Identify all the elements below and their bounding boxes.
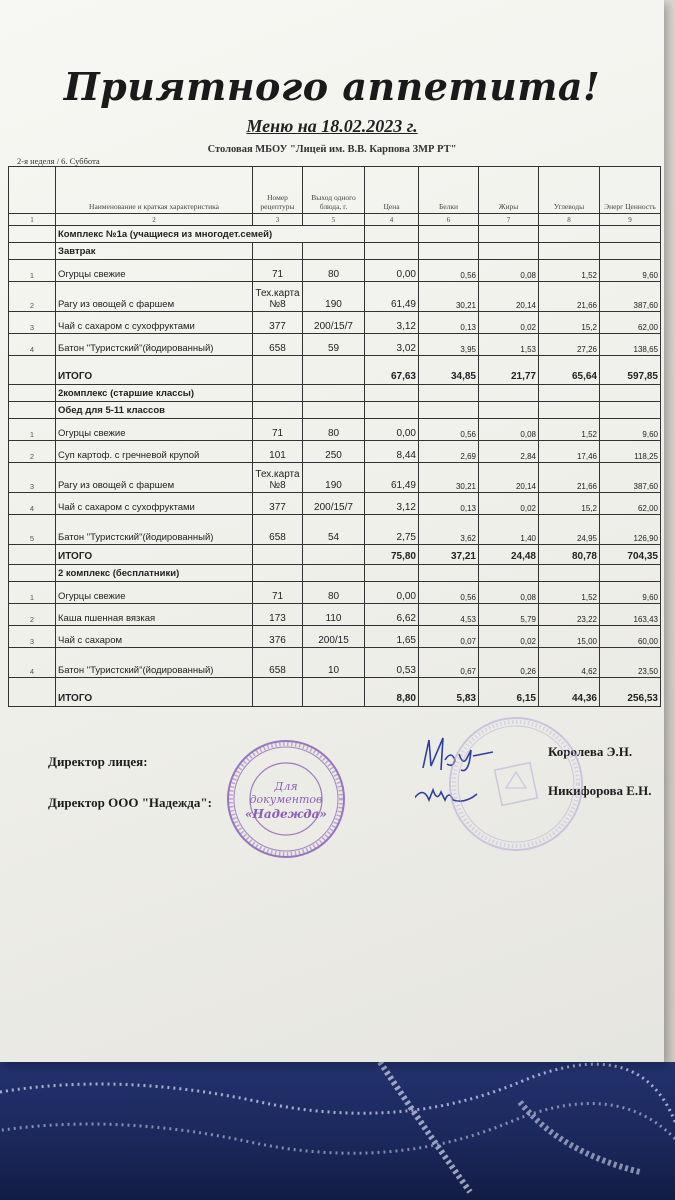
dish-protein: 0,07: [419, 626, 479, 648]
table-row: [9, 260, 661, 282]
section-row: [9, 243, 661, 260]
col-number: 2: [56, 214, 253, 226]
section-row: [9, 402, 661, 419]
dish-energy: 60,00: [600, 626, 661, 648]
dish-protein: 3,62: [419, 515, 479, 545]
dish-output: 54: [303, 515, 365, 545]
dish-carbs: 15,2: [539, 312, 600, 334]
complex-title: Комплекс №1а (учащиеся из многодет.семей): [56, 226, 365, 243]
dish-energy: 138,65: [600, 334, 661, 356]
menu-date: Меню на 18.02.2023 г.: [246, 116, 418, 136]
dish-protein: 30,21: [419, 282, 479, 312]
dish-output: 250: [303, 441, 365, 463]
total-energy: 256,53: [600, 678, 661, 707]
total-protein: 37,21: [419, 545, 479, 565]
meal-title: Обед для 5-11 классов: [56, 402, 253, 419]
table-row: [9, 441, 661, 463]
dish-output: 190: [303, 463, 365, 493]
header-idx: [9, 167, 56, 214]
row-index: 4: [9, 493, 56, 515]
dish-output: 200/15/7: [303, 312, 365, 334]
dish-fat: 0,26: [479, 648, 539, 678]
dish-carbs: 1,52: [539, 419, 600, 441]
dish-energy: 118,25: [600, 441, 661, 463]
header-fat: Жиры: [479, 167, 539, 214]
col-number: 5: [303, 214, 365, 226]
total-label: ИТОГО: [56, 545, 253, 565]
dish-carbs: 4,62: [539, 648, 600, 678]
dish-energy: 9,60: [600, 260, 661, 282]
dish-protein: 3,95: [419, 334, 479, 356]
row-index: 4: [9, 334, 56, 356]
dish-output: 200/15/7: [303, 493, 365, 515]
table-row: [9, 626, 661, 648]
dish-name: Рагу из овощей с фаршем: [56, 282, 253, 312]
row-index: 3: [9, 626, 56, 648]
row-index: 2: [9, 282, 56, 312]
recipe-number: 71: [253, 260, 303, 282]
dish-fat: 20,14: [479, 282, 539, 312]
dish-protein: 0,13: [419, 312, 479, 334]
dish-protein: 4,53: [419, 604, 479, 626]
dish-energy: 62,00: [600, 493, 661, 515]
total-fat: 6,15: [479, 678, 539, 707]
total-energy: 704,35: [600, 545, 661, 565]
dish-name: Батон "Туристский"(йодированный): [56, 648, 253, 678]
week-day: 2-я неделя / 6. Суббота: [17, 156, 100, 166]
total-energy: 597,85: [600, 356, 661, 385]
row-index: 2: [9, 441, 56, 463]
dish-energy: 9,60: [600, 419, 661, 441]
dish-fat: 0,08: [479, 582, 539, 604]
total-fat: 21,77: [479, 356, 539, 385]
dish-name: Батон "Туристский"(йодированный): [56, 334, 253, 356]
dish-fat: 0,08: [479, 419, 539, 441]
dish-price: 1,65: [365, 626, 419, 648]
dish-output: 80: [303, 419, 365, 441]
lyceum-stamp: [446, 714, 586, 854]
dish-energy: 9,60: [600, 582, 661, 604]
header-carbs: Углеводы: [539, 167, 600, 214]
dish-output: 200/15: [303, 626, 365, 648]
dish-output: 80: [303, 260, 365, 282]
dish-name: Огурцы свежие: [56, 582, 253, 604]
dish-carbs: 23,22: [539, 604, 600, 626]
table-row: [9, 493, 661, 515]
dish-price: 0,00: [365, 582, 419, 604]
dish-carbs: 21,66: [539, 463, 600, 493]
table-row: [9, 334, 661, 356]
dish-name: Чай с сахаром: [56, 626, 253, 648]
header-row: [9, 167, 661, 214]
row-index: 5: [9, 515, 56, 545]
dish-name: Чай с сахаром с сухофруктами: [56, 493, 253, 515]
row-index: 1: [9, 582, 56, 604]
dish-name: Чай с сахаром с сухофруктами: [56, 312, 253, 334]
dish-protein: 0,67: [419, 648, 479, 678]
recipe-number: 71: [253, 419, 303, 441]
recipe-number: 101: [253, 441, 303, 463]
director-ooo-name: Никифорова Е.Н.: [548, 783, 652, 798]
dish-carbs: 15,00: [539, 626, 600, 648]
menu-table: [8, 166, 661, 707]
table-row: [9, 515, 661, 545]
table-row: [9, 282, 661, 312]
header-recipe: Номер рецептуры: [253, 167, 303, 214]
dish-price: 0,00: [365, 419, 419, 441]
organization-stamp: [225, 738, 347, 860]
total-row: [9, 356, 661, 385]
dish-energy: 387,60: [600, 463, 661, 493]
dish-price: 2,75: [365, 515, 419, 545]
dish-energy: 126,90: [600, 515, 661, 545]
dish-output: 59: [303, 334, 365, 356]
complex-title: 2комплекс (старшие классы): [56, 385, 253, 402]
row-index: 4: [9, 648, 56, 678]
row-index: 3: [9, 463, 56, 493]
complex-title: 2 комплекс (бесплатники): [56, 565, 253, 582]
dish-fat: 0,08: [479, 260, 539, 282]
table-row: [9, 463, 661, 493]
total-price: 67,63: [365, 356, 419, 385]
total-protein: 34,85: [419, 356, 479, 385]
dish-output: 190: [303, 282, 365, 312]
row-index: 1: [9, 419, 56, 441]
dish-fat: 1,53: [479, 334, 539, 356]
total-carbs: 65,64: [539, 356, 600, 385]
dish-fat: 20,14: [479, 463, 539, 493]
dish-carbs: 15,2: [539, 493, 600, 515]
dish-carbs: 1,52: [539, 260, 600, 282]
dish-carbs: 1,52: [539, 582, 600, 604]
total-carbs: 80,78: [539, 545, 600, 565]
col-number: 1: [9, 214, 56, 226]
recipe-number: 658: [253, 334, 303, 356]
table-row: [9, 648, 661, 678]
meal-title: Завтрак: [56, 243, 253, 260]
dish-price: 3,12: [365, 312, 419, 334]
total-price: 8,80: [365, 678, 419, 707]
dish-fat: 0,02: [479, 626, 539, 648]
dish-price: 0,53: [365, 648, 419, 678]
dish-name: Огурцы свежие: [56, 260, 253, 282]
recipe-number: 377: [253, 312, 303, 334]
dish-fat: 5,79: [479, 604, 539, 626]
director-lyceum-name: Королева Э.Н.: [548, 744, 633, 759]
dish-price: 6,62: [365, 604, 419, 626]
stamp-line-3: «Надежда»: [245, 807, 327, 821]
dish-fat: 0,02: [479, 312, 539, 334]
column-number-row: [9, 214, 661, 226]
table-row: [9, 582, 661, 604]
cloth-pattern: [0, 1062, 675, 1200]
recipe-number: 71: [253, 582, 303, 604]
dish-name: Каша пшенная вязкая: [56, 604, 253, 626]
dish-output: 110: [303, 604, 365, 626]
dish-output: 10: [303, 648, 365, 678]
total-carbs: 44,36: [539, 678, 600, 707]
recipe-number: 658: [253, 648, 303, 678]
dish-protein: 0,56: [419, 419, 479, 441]
dish-fat: 2,84: [479, 441, 539, 463]
recipe-number: 173: [253, 604, 303, 626]
total-fat: 24,48: [479, 545, 539, 565]
col-number: 7: [479, 214, 539, 226]
dish-price: 61,49: [365, 463, 419, 493]
director-lyceum-label: Директор лицея:: [48, 754, 148, 769]
dish-name: Суп картоф. с гречневой крупой: [56, 441, 253, 463]
total-label: ИТОГО: [56, 678, 253, 707]
table-row: [9, 419, 661, 441]
recipe-number: Тех.карта №8: [253, 463, 303, 493]
recipe-number: 376: [253, 626, 303, 648]
dish-name: Рагу из овощей с фаршем: [56, 463, 253, 493]
dish-fat: 0,02: [479, 493, 539, 515]
dish-output: 80: [303, 582, 365, 604]
total-label: ИТОГО: [56, 356, 253, 385]
row-index: 2: [9, 604, 56, 626]
dish-protein: 0,13: [419, 493, 479, 515]
dish-price: 3,12: [365, 493, 419, 515]
header-protein: Белки: [419, 167, 479, 214]
dish-fat: 1,40: [479, 515, 539, 545]
dish-energy: 163,43: [600, 604, 661, 626]
header-output: Выход одного блюда, г.: [303, 167, 365, 214]
page-title: Приятного аппетита!: [63, 64, 601, 109]
header-price: Цена: [365, 167, 419, 214]
recipe-number: Тех.карта №8: [253, 282, 303, 312]
stamp-line-1: Для: [274, 780, 298, 793]
col-number: 8: [539, 214, 600, 226]
col-number: 6: [419, 214, 479, 226]
stamp-line-2: документов: [249, 793, 323, 806]
header-energy: Энерг Ценность: [600, 167, 661, 214]
recipe-number: 658: [253, 515, 303, 545]
section-row: [9, 226, 661, 243]
dish-price: 0,00: [365, 260, 419, 282]
dish-protein: 30,21: [419, 463, 479, 493]
dish-price: 61,49: [365, 282, 419, 312]
col-number: 4: [365, 214, 419, 226]
row-index: 3: [9, 312, 56, 334]
col-number: 9: [600, 214, 661, 226]
table-row: [9, 312, 661, 334]
dish-protein: 0,56: [419, 582, 479, 604]
section-row: [9, 565, 661, 582]
dish-energy: 387,60: [600, 282, 661, 312]
dish-carbs: 24,95: [539, 515, 600, 545]
dish-price: 3,02: [365, 334, 419, 356]
total-protein: 5,83: [419, 678, 479, 707]
row-index: 1: [9, 260, 56, 282]
section-row: [9, 385, 661, 402]
table-row: [9, 604, 661, 626]
total-price: 75,80: [365, 545, 419, 565]
dish-carbs: 21,66: [539, 282, 600, 312]
recipe-number: 377: [253, 493, 303, 515]
total-row: [9, 545, 661, 565]
dish-carbs: 27,26: [539, 334, 600, 356]
director-ooo-label: Директор ООО "Надежда":: [48, 795, 212, 810]
canteen-name: Столовая МБОУ "Лицей им. В.В. Карпова ЗМР РТ": [207, 144, 457, 155]
dish-protein: 0,56: [419, 260, 479, 282]
dish-name: Батон "Туристский"(йодированный): [56, 515, 253, 545]
dish-protein: 2,69: [419, 441, 479, 463]
dish-energy: 23,50: [600, 648, 661, 678]
dish-energy: 62,00: [600, 312, 661, 334]
header-name: Наименование и краткая характеристика: [56, 167, 253, 214]
dish-price: 8,44: [365, 441, 419, 463]
dish-carbs: 17,46: [539, 441, 600, 463]
total-row: [9, 678, 661, 707]
col-number: 3: [253, 214, 303, 226]
dish-name: Огурцы свежие: [56, 419, 253, 441]
